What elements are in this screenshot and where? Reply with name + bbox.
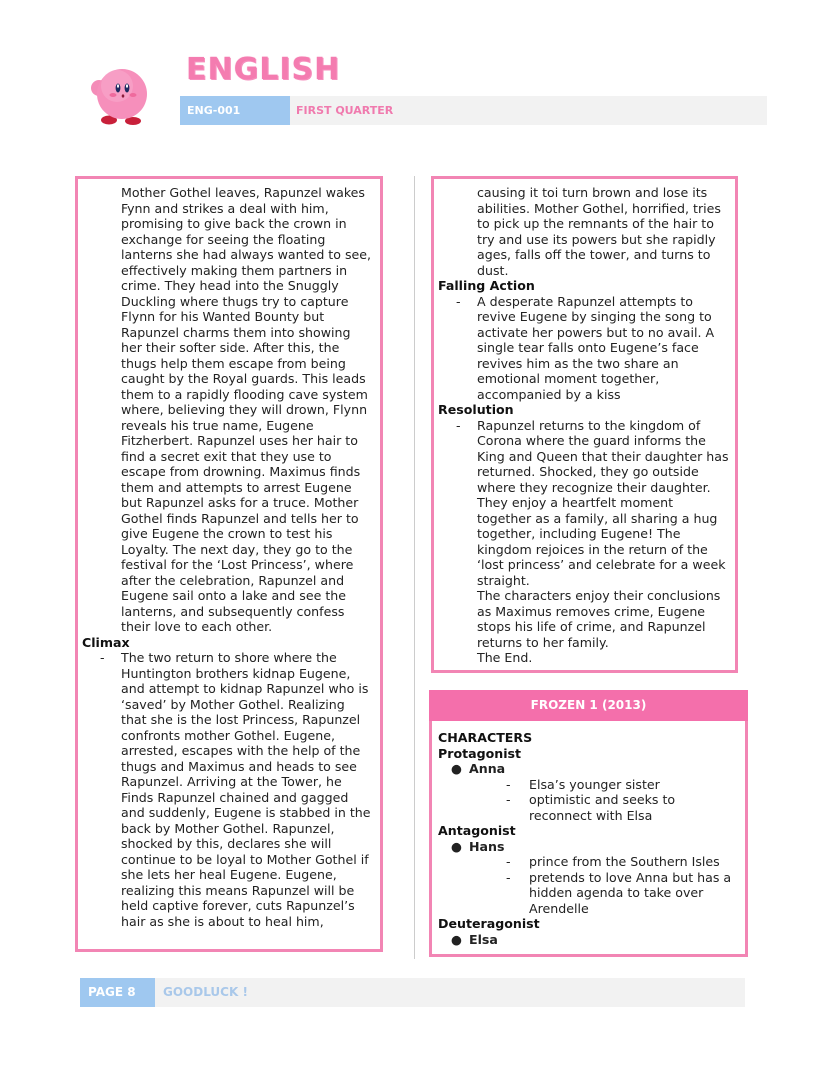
resolution-item: [434, 418, 729, 589]
bullet-icon: ●: [451, 931, 462, 947]
character-name: Anna: [469, 761, 506, 776]
detail-text: Elsa’s younger sister: [529, 776, 660, 792]
footer-message: GOODLUCK !: [163, 985, 248, 999]
character-anna: [438, 761, 745, 777]
character-detail: [438, 870, 745, 917]
character-detail: [438, 792, 745, 823]
column-divider: [414, 176, 415, 959]
subject-title: ENGLISH: [186, 52, 341, 87]
detail-text: optimistic and seeks to reconnect with Elsa: [529, 792, 676, 823]
character-detail: [438, 777, 745, 793]
detail-text: pretends to love Anna but has a hidden agenda to take over Arendelle: [529, 869, 732, 916]
dash-marker: -: [456, 293, 461, 309]
footer-bar: [80, 978, 745, 1007]
climax-heading: Climax: [82, 634, 130, 650]
falling-action-item: [434, 294, 729, 403]
bullet-icon: ●: [451, 838, 462, 854]
dash-marker: -: [456, 417, 461, 433]
dash-marker: -: [100, 650, 105, 665]
character-hans: [438, 839, 745, 855]
course-code-tag: ENG-001: [180, 96, 290, 125]
plot-summary-box-right: [431, 176, 738, 673]
climax-continuation: causing it toi turn brown and lose its abilities. Mother Gothel, horrified, tries to pick up the remnants of the hair to try and use its powers but she rapidly ages, falls off the tower, and turns to dust.: [477, 185, 721, 278]
resolution-heading: Resolution: [438, 402, 514, 417]
dash-marker: -: [506, 869, 511, 885]
role-antagonist: Antagonist: [438, 823, 516, 838]
header-bar: [180, 96, 767, 125]
page-number-tag: PAGE 8: [80, 978, 155, 1007]
role-protagonist: Protagonist: [438, 745, 522, 761]
character-name: Elsa: [469, 931, 498, 947]
quarter-label: FIRST QUARTER: [296, 104, 394, 117]
bullet-icon: ●: [451, 761, 462, 776]
falling-action-text: A desperate Rapunzel attempts to revive Eugene by singing the song to activate her powers but to no avail. A single tear falls onto Eugene’s face revives him as the two share an emotional moment together, accompanied by a kiss: [477, 293, 715, 402]
rising-action-paragraph: Mother Gothel leaves, Rapunzel wakes Fynn and strikes a deal with him, promising to give back the crown in exchange for seeing the floating lanterns she had always wanted to see, effectively making them partners in crime. They head into the Snuggly Duckling where thugs try to capture Flynn for his Wanted Bounty but Rapunzel charms them into showing her their softer side. After this, the thugs help them escape from being caught by the Royal guards. This leads them to a rapidly flooding cave system where, believing they will drown, Flynn reveals his true name, Eugene Fitzherbert. Rapunzel uses her hair to find a secret exit that they use to escape from drowning. Maximus finds them and attempts to arrest Eugene but Rapunzel asks for a truce. Mother Gothel finds Rapunzel and tells her to give Eugene the crown to test his Loyalty. The next day, they go to the festival for the ‘Lost Princess’, where after the celebration, Rapunzel and Eugene sail onto a lake and see the lanterns, and subsequently confess their love to each other.: [121, 185, 372, 634]
climax-item: [78, 650, 374, 929]
detail-text: prince from the Southern Isles: [529, 854, 720, 869]
character-name: Hans: [469, 838, 505, 854]
characters-heading: CHARACTERS: [438, 730, 533, 745]
plot-summary-box-left: [75, 176, 383, 952]
dash-marker: -: [506, 792, 511, 807]
character-detail: [438, 854, 745, 870]
character-elsa: [438, 932, 745, 948]
frozen-card-title: FROZEN 1 (2013): [429, 690, 748, 721]
climax-text: The two return to shore where the Huntington brothers kidnap Eugene, and attempt to kidnap Rapunzel who is ‘saved’ by Mother Gothel. Realizing that she is the lost Princess, Rapunzel confronts mother Gothel. Eugene, arrested, escapes with the help of the thugs and Maximus and heads to see Rapunzel. Arriving at the Tower, he Finds Rapunzel chained and gagged and suddenly, Eugene is stabbed in the back by Mother Gothel. Rapunzel, shocked by this, declares she will continue to be loyal to Mother Gothel if she lets her heal Eugene. Eugene, realizing this means Rapunzel will be held captive forever, cuts Rapunzel’s hair as she is about to heal him,: [121, 650, 371, 929]
falling-action-heading: Falling Action: [438, 278, 535, 293]
dash-marker: -: [506, 776, 511, 792]
dash-marker: -: [506, 854, 511, 869]
role-deuteragonist: Deuteragonist: [438, 916, 540, 931]
the-end-text: The End.: [477, 650, 533, 665]
conclusion-text: The characters enjoy their conclusions as Maximus removes crime, Eugene stops his life of crime, and Rapunzel returns to her family.: [477, 588, 721, 650]
resolution-text: Rapunzel returns to the kingdom of Corona where the guard informs the King and Queen that their daughter has returned. Shocked, they go outside where they recognize their daughter. They enjoy a heartfelt moment together as a family, all sharing a hug together, including Eugene! The kingdom rejoices in the return of the ‘lost princess’ and celebrate for a week straight.: [477, 417, 729, 588]
frozen-characters-card: [429, 690, 748, 957]
kirby-mascot-image: [89, 64, 153, 126]
